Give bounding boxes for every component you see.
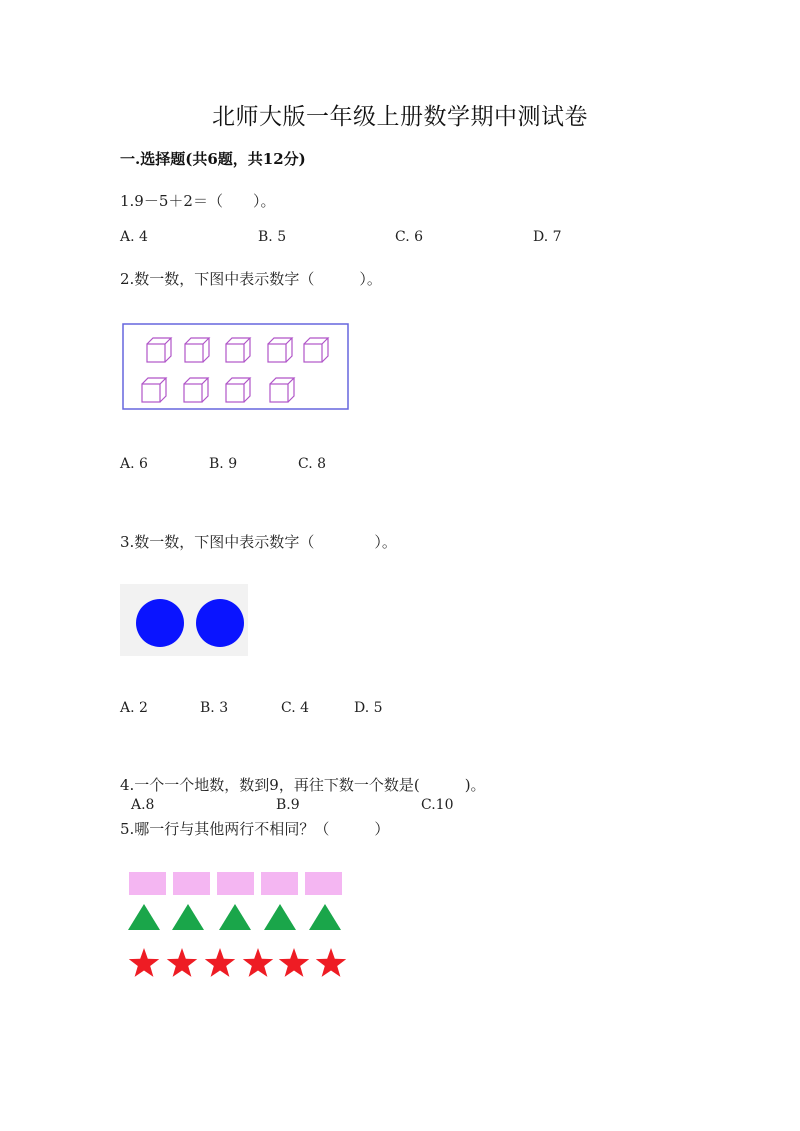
question-4-stem: 4.一个一个地数，数到9，再往下数一个数是( )。 xyxy=(120,776,486,794)
cube-icon xyxy=(304,338,328,362)
question-3-circles-figure xyxy=(120,584,248,656)
cube-icon xyxy=(147,338,171,362)
star-icon xyxy=(279,948,309,977)
triangle-icon xyxy=(128,904,160,930)
question-2-stem: 2.数一数，下图中表示数字（ ）。 xyxy=(120,270,382,288)
question-2-option-a[interactable]: A. 6 xyxy=(120,456,148,472)
cube-icon xyxy=(226,378,250,402)
question-1-option-a[interactable]: A. 4 xyxy=(120,229,148,245)
question-1-option-b[interactable]: B. 5 xyxy=(258,229,287,245)
cubes-frame xyxy=(123,324,348,409)
question-3-option-b[interactable]: B. 3 xyxy=(200,700,229,716)
question-2-cubes-figure xyxy=(120,320,352,412)
circle-icon xyxy=(196,599,244,647)
question-2-option-b[interactable]: B. 9 xyxy=(209,456,238,472)
rectangle-icon xyxy=(261,872,298,895)
question-3-option-d[interactable]: D. 5 xyxy=(354,700,383,716)
star-icon xyxy=(129,948,159,977)
rectangle-icon xyxy=(305,872,342,895)
cube-icon xyxy=(270,378,294,402)
cube-icon xyxy=(185,338,209,362)
cube-icon xyxy=(142,378,166,402)
star-icon xyxy=(243,948,273,977)
question-4-option-c[interactable]: C.10 xyxy=(421,797,454,813)
star-icon xyxy=(205,948,235,977)
question-4-option-a[interactable]: A.8 xyxy=(131,797,155,813)
question-2-option-c[interactable]: C. 8 xyxy=(298,456,327,472)
rectangle-icon xyxy=(217,872,254,895)
question-4-option-b[interactable]: B.9 xyxy=(276,797,300,813)
cube-icon xyxy=(268,338,292,362)
page-title: 北师大版一年级上册数学期中测试卷 xyxy=(212,104,588,130)
triangle-icon xyxy=(172,904,204,930)
star-icon xyxy=(316,948,346,977)
star-icon xyxy=(167,948,197,977)
question-1-option-c[interactable]: C. 6 xyxy=(395,229,424,245)
cube-icon xyxy=(226,338,250,362)
triangle-icon xyxy=(264,904,296,930)
question-1-option-d[interactable]: D. 7 xyxy=(533,229,562,245)
cube-icon xyxy=(184,378,208,402)
triangle-icon xyxy=(309,904,341,930)
circle-icon xyxy=(136,599,184,647)
question-5-shapes-figure xyxy=(120,866,360,982)
question-3-stem: 3.数一数，下图中表示数字（ ）。 xyxy=(120,533,397,551)
question-3-option-a[interactable]: A. 2 xyxy=(120,700,148,716)
rectangle-icon xyxy=(129,872,166,895)
question-1-stem: 1.9－5＋2＝（ ）。 xyxy=(120,192,276,210)
section-heading: 一.选择题(共6题，共12分) xyxy=(120,150,306,168)
question-3-option-c[interactable]: C. 4 xyxy=(281,700,310,716)
question-5-stem: 5.哪一行与其他两行不相同？（ ） xyxy=(120,820,390,838)
rectangle-icon xyxy=(173,872,210,895)
triangle-icon xyxy=(219,904,251,930)
